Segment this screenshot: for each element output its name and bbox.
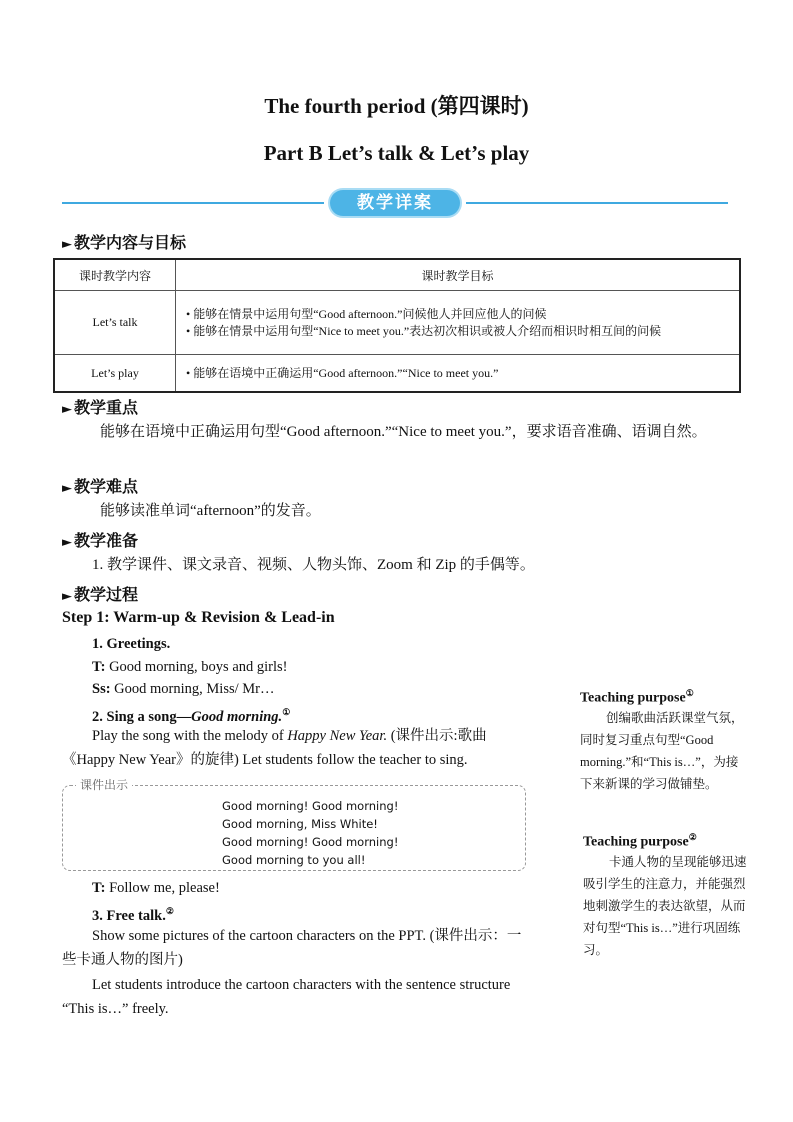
- teaching-purpose-1: [580, 688, 750, 795]
- heading-preparation: ► 教学准备: [62, 531, 139, 550]
- triangle-icon: ►: [62, 481, 72, 496]
- heading-key-points: ► 教学重点: [62, 398, 139, 417]
- table-cell-content: Let’s talk: [54, 291, 176, 355]
- page-title: The fourth period (第四课时): [264, 94, 529, 118]
- table-header-cell: 课时教学内容: [54, 259, 176, 291]
- triangle-icon: ►: [62, 589, 72, 604]
- teaching-purpose-2: [583, 832, 753, 961]
- free-talk-title: 3. Free talk.②: [92, 906, 174, 924]
- page-subtitle: Part B Let’s talk & Let’s play: [263, 141, 530, 165]
- table-row: [54, 355, 740, 393]
- show-pictures-text: Show some pictures of the cartoon characters on the PPT. (课件出示：一些卡通人物的图片): [62, 928, 522, 968]
- triangle-icon: ►: [62, 402, 72, 417]
- students-line: Ss: Good morning, Miss/ Mr…: [92, 681, 275, 697]
- banner-line-left: [62, 202, 324, 204]
- banner-label: 教学详案: [330, 190, 460, 216]
- play-song-text: Play the song with the melody of Happy New Year. (课件出示:歌曲《Happy New Year》的旋律) Let students follow the teacher to sing.: [62, 728, 487, 768]
- lyric-line: Good morning, Miss White!: [222, 817, 378, 831]
- objectives-table: [53, 258, 741, 393]
- introduce-text: Let students introduce the cartoon characters with the sentence structure “This is…” freely.: [62, 977, 511, 1017]
- triangle-icon: ►: [62, 535, 72, 550]
- banner-line-right: [466, 202, 728, 204]
- lyric-line: Good morning! Good morning!: [222, 799, 399, 813]
- preparation-text: 1. 教学课件、课文录音、视频、人物头饰、Zoom 和 Zip 的手偶等。: [92, 557, 535, 573]
- lyric-line: Good morning to you all!: [222, 853, 366, 867]
- step1-title: Step 1: Warm-up & Revision & Lead-in: [62, 609, 335, 626]
- lyric-line: Good morning! Good morning!: [222, 835, 399, 849]
- table-cell-goals: [176, 355, 741, 393]
- difficulties-text: 能够读准单词“afternoon”的发音。: [100, 503, 321, 519]
- key-points-text: 能够在语境中正确运用句型“Good afternoon.”“Nice to meet you.”，要求语音准确、语调自然。: [100, 424, 707, 440]
- section-banner: [62, 188, 728, 218]
- table-row: [54, 291, 740, 355]
- table-header-cell: 课时教学目标: [176, 259, 741, 291]
- heading-content-goals: ► 教学内容与目标: [62, 233, 187, 252]
- sing-song-title: 2. Sing a song—Good morning.①: [92, 707, 291, 725]
- teaching-purpose-title: Teaching purpose②: [583, 832, 697, 850]
- lyrics: [222, 797, 398, 869]
- goal-item: • 能够在情景中运用句型“Good afternoon.”问候他人并回应他人的问候: [186, 306, 547, 321]
- teacher-line: T: Good morning, boys and girls!: [92, 659, 288, 675]
- courseware-label: 课件出示: [76, 776, 132, 793]
- table-header-row: [54, 259, 740, 291]
- teaching-purpose-title: Teaching purpose①: [580, 688, 694, 706]
- teaching-purpose-text: 卡通人物的呈现能够迅速吸引学生的注意力，并能强烈地刺激学生的表达欲望，从而对句型“This is…”进行巩固练习。: [583, 854, 747, 957]
- teaching-purpose-text: 创编歌曲活跃课堂气氛，同时复习重点句型“Good morning.”和“This is…”，为接下来新课的学习做铺垫。: [580, 710, 744, 791]
- triangle-icon: ►: [62, 237, 72, 252]
- goal-item: • 能够在语境中正确运用“Good afternoon.”“Nice to meet you.”: [186, 365, 499, 380]
- teacher-follow-line: T: Follow me, please!: [92, 880, 220, 896]
- table-cell-content: Let’s play: [54, 355, 176, 393]
- heading-difficulties: ► 教学难点: [62, 477, 139, 496]
- greetings-title: 1. Greetings.: [92, 636, 171, 652]
- goal-item: • 能够在情景中运用句型“Nice to meet you.”表达初次相识或被人介绍而相识时相互间的问候: [186, 323, 662, 338]
- heading-process: ► 教学过程: [62, 585, 139, 604]
- table-cell-goals: [176, 291, 741, 355]
